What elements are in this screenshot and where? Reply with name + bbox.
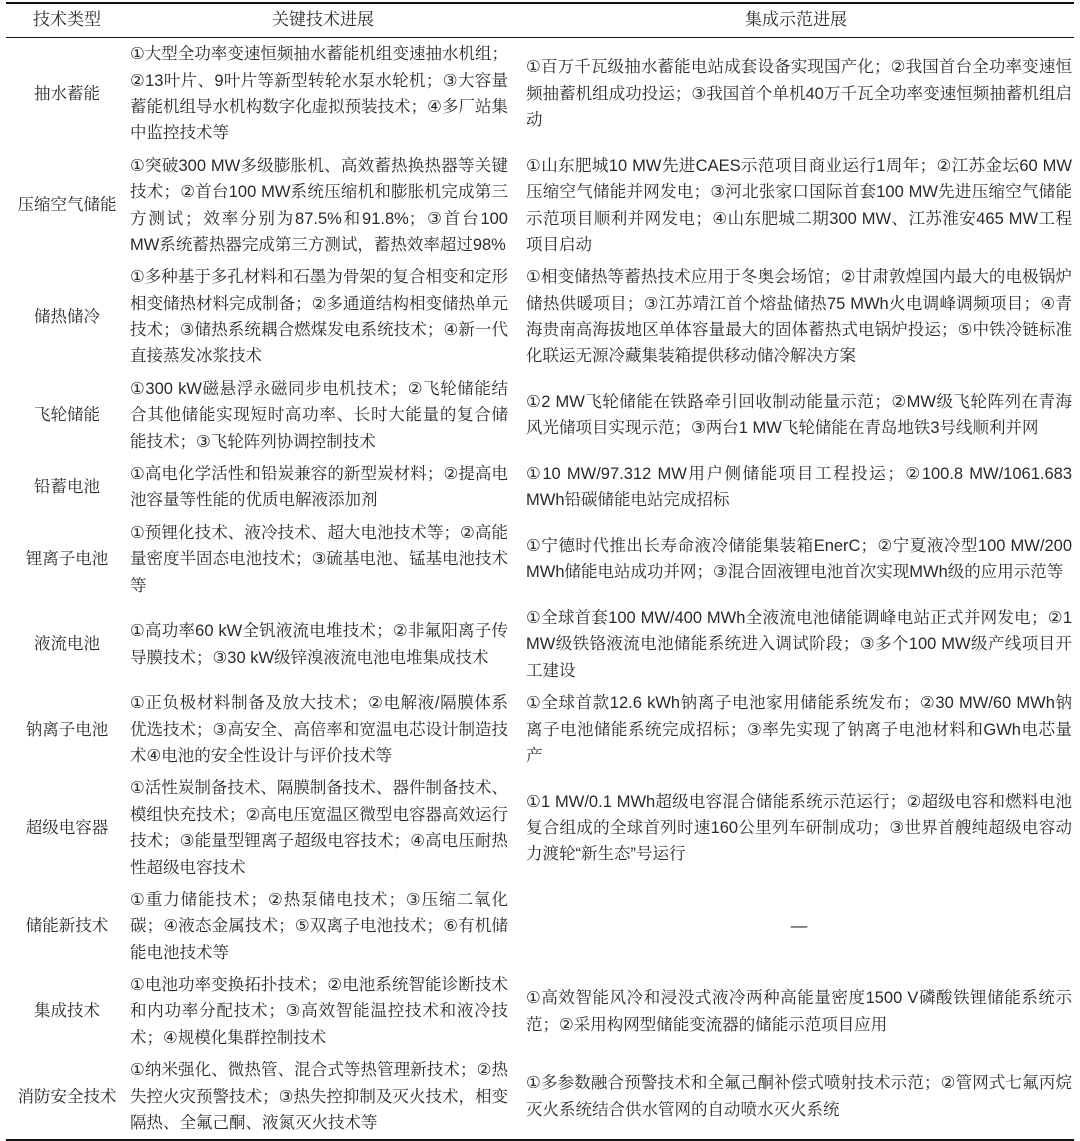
key-progress-text: ①突破300 MW多级膨胀机、高效蓄热换热器等关键技术；②首台100 MW系统压缩机和膨胀机完成第三方测试；效率分别为87.5%和91.8%；③首台100 MW系统蓄热器完成第三方测试，蓄热效率超过98%: [130, 156, 508, 254]
key-progress-text: ①预锂化技术、液冷技术、超大电池技术等；②高能量密度半固态电池技术；③硫基电池、锰基电池技术等: [130, 523, 508, 595]
key-progress-text: ①高功率60 kW全钒液流电堆技术；②非氟阳离子传导膜技术；③30 kW级锌溴液流电池电堆集成技术: [130, 622, 508, 667]
table-row: [6, 1054, 1074, 1140]
tech-type-label: 钠离子电池: [25, 720, 109, 739]
table-row: [6, 884, 1074, 969]
table-row: [6, 373, 1074, 458]
table-row: [6, 687, 1074, 772]
table-row: [6, 517, 1074, 602]
table-row: [6, 261, 1074, 373]
key-progress-text: ①电池功率变换拓扑技术；②电池系统智能诊断技术和内功率分配技术；③高效智能温控技术和液冷技术；④规模化集群控制技术: [130, 976, 508, 1047]
tech-type-label: 锂离子电池: [25, 550, 109, 569]
demo-progress-text: ①10 MW/97.312 MW用户侧储能项目工程投运；②100.8 MW/1061.683 MWh铅碳储能电站完成招标: [526, 465, 1072, 510]
technology-progress-table: [6, 2, 1074, 1141]
tech-type-label: 储能新技术: [25, 917, 109, 936]
col-header-tech-type: 技术类型: [6, 3, 128, 38]
key-progress-text: ①高电化学活性和铅炭兼容的新型炭材料；②提高电池容量等性能的优质电解液添加剂: [130, 465, 508, 510]
demo-progress-text: ①全球首款12.6 kWh钠离子电池家用储能系统发布；②30 MW/60 MWh钠离子电池储能系统完成招标；③率先实现了钠离子电池材料和GWh电芯量产: [526, 694, 1072, 765]
table-row: [6, 458, 1074, 517]
key-progress-text: ①纳米强化、微热管、混合式等热管理新技术；②热失控火灾预警技术；③热失控抑制及灭火技术，相变隔热、全氟己酮、液氮灭火技术等: [130, 1061, 508, 1133]
demo-progress-text: ①1 MW/0.1 MWh超级电容混合储能系统示范运行；②超级电容和燃料电池复合组成的全球首列时速160公里列车研制成功；③世界首艘纯超级电容动力渡轮“新生态”号运行: [526, 792, 1072, 864]
tech-type-label: 飞轮储能: [34, 406, 100, 425]
tech-type-label: 铅蓄电池: [34, 478, 100, 497]
demo-progress-text: ①2 MW飞轮储能在铁路牵引回收制动能量示范；②MW级飞轮阵列在青海风光储项目实现示范；③两台1 MW飞轮储能在青岛地铁3号线顺利并网: [526, 393, 1072, 438]
demo-progress-text: ①全球首套100 MW/400 MWh全液流电池储能调峰电站正式并网发电；②1 MW级铁铬液流电池储能系统进入调试阶段；③多个100 MW级产线项目开工建设: [526, 609, 1072, 680]
key-progress-text: ①活性炭制备技术、隔膜制备技术、器件制备技术、模组快充技术；②高电压宽温区微型电容器高效运行技术；③能量型锂离子超级电容技术；④高电压耐热性超级电容技术: [130, 779, 508, 877]
key-progress-text: ①大型全功率变速恒频抽水蓄能机组变速抽水机组；②13叶片、9叶片等新型转轮水泵水轮机；③大容量蓄能机组导水机构数字化虚拟预装技术；④多厂站集中监控技术等: [130, 45, 508, 143]
col-header-demo-progress: 集成示范进展: [518, 3, 1074, 38]
tech-type-label: 液流电池: [34, 635, 100, 654]
demo-progress-text: ①相变储热等蓄热技术应用于冬奥会场馆；②甘肃敦煌国内最大的电极锅炉储热供暖项目；③江苏靖江首个熔盐储热75 MWh火电调峰调频项目；④青海贵南高海拔地区单体容量最大的固体蓄热式电锅炉投运；⑤中铁冷链标准化联运无源冷藏集装箱提供移动储冷解决方案: [526, 268, 1072, 366]
tech-type-label: 压缩空气储能: [17, 196, 117, 215]
demo-progress-text: ①高效智能风冷和浸没式液冷两种高能量密度1500 V磷酸铁锂储能系统示范；②采用构网型储能变流器的储能示范项目应用: [526, 989, 1072, 1034]
header-row: [6, 3, 1074, 38]
table-row: [6, 602, 1074, 687]
table-row: [6, 150, 1074, 262]
tech-type-label: 超级电容器: [25, 818, 109, 837]
tech-type-label: 消防安全技术: [17, 1087, 117, 1106]
tech-type-label: 抽水蓄能: [34, 84, 100, 103]
key-progress-text: ①300 kW磁悬浮永磁同步电机技术；②飞轮储能结合其他储能实现短时高功率、长时大能量的复合储能技术；③飞轮阵列协调控制技术: [130, 379, 508, 451]
tech-type-label: 集成技术: [34, 1002, 100, 1021]
key-progress-text: ①重力储能技术；②热泵储电技术；③压缩二氧化碳；④液态金属技术；⑤双离子电池技术；⑥有机储能电池技术等: [130, 890, 508, 962]
table-row: [6, 772, 1074, 884]
demo-progress-text: ①多参数融合预警技术和全氟己酮补偿式喷射技术示范；②管网式七氟丙烷灭火系统结合供水管网的自动喷水灭火系统: [526, 1074, 1072, 1119]
key-progress-text: ①正负极材料制备及放大技术；②电解液/隔膜体系优选技术；③高安全、高倍率和宽温电芯设计制造技术④电池的安全性设计与评价技术等: [130, 694, 508, 765]
table-row: [6, 38, 1074, 150]
demo-progress-empty-dash: —: [790, 917, 808, 936]
tech-type-label: 储热储冷: [34, 307, 100, 326]
demo-progress-text: ①山东肥城10 MW先进CAES示范项目商业运行1周年；②江苏金坛60 MW压缩空气储能并网发电；③河北张家口国际首套100 MW先进压缩空气储能示范项目顺利并网发电；④山东肥城二期300 MW、江苏淮安465 MW工程项目启动: [526, 156, 1072, 254]
demo-progress-text: ①宁德时代推出长寿命液冷储能集装箱EnerC；②宁夏液冷型100 MW/200 MWh储能电站成功并网；③混合固液锂电池首次实现MWh级的应用示范等: [526, 537, 1072, 582]
demo-progress-text: ①百万千瓦级抽水蓄能电站成套设备实现国产化；②我国首台全功率变速恒频抽蓄机组成功投运；③我国首个单机40万千瓦全功率变速恒频抽蓄机组启动: [526, 58, 1072, 130]
col-header-key-progress: 关键技术进展: [128, 3, 518, 38]
table-row: [6, 969, 1074, 1054]
key-progress-text: ①多种基于多孔材料和石墨为骨架的复合相变和定形相变储热材料完成制备；②多通道结构相变储热单元技术；③储热系统耦合燃煤发电系统技术；④新一代直接蒸发冰浆技术: [130, 268, 508, 366]
